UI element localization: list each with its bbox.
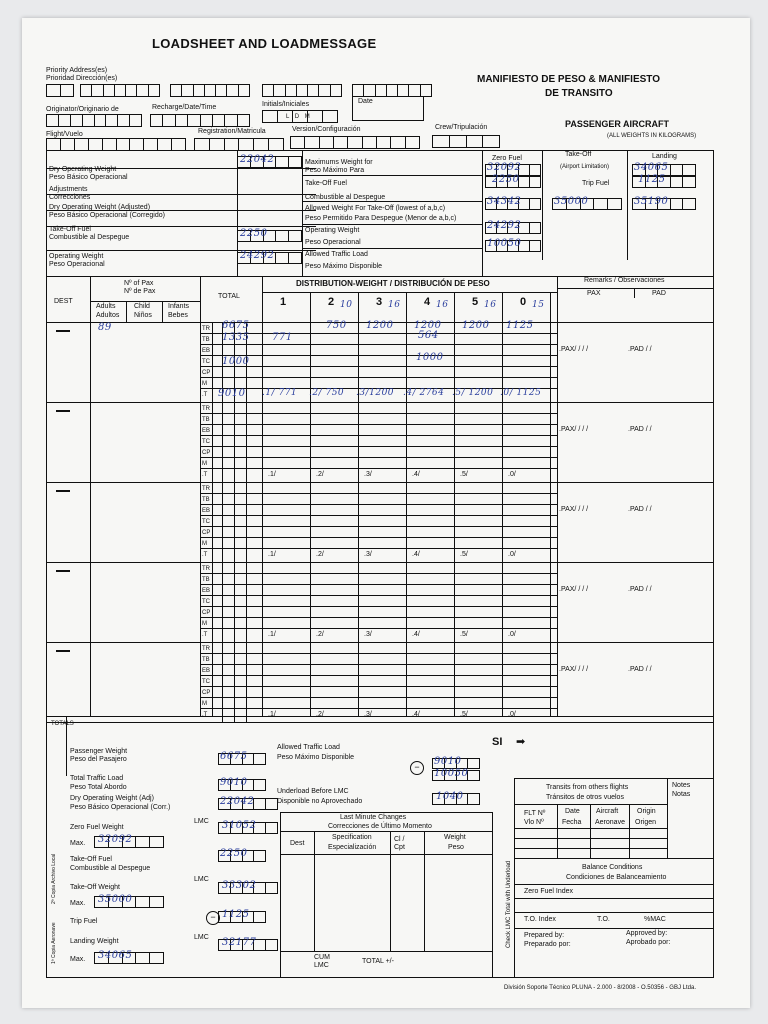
row-code: TC — [202, 679, 210, 685]
ninos-header: Niños — [134, 312, 152, 319]
row1-tc: 1000 — [222, 356, 250, 367]
zero-fuel-header: Zero Fuel — [492, 155, 522, 162]
allowed-label-en: Allowed Weight For Take-Off (lowest of a,b,c) — [305, 205, 446, 212]
allowed-label-es: Peso Permitido Para Despegue (Menor de a,b,c) — [305, 215, 457, 222]
op-weight-label-es: Peso Operacional — [49, 261, 105, 268]
atl-value: 10050 — [487, 238, 522, 249]
zf-max-value: 32092 — [487, 162, 522, 173]
ldg-sum-value: 35190 — [634, 196, 669, 207]
row1-hold5: 1200 — [462, 320, 490, 331]
hold-total-mark: .4/ — [412, 631, 420, 638]
adjustments-label-es: Correcciones — [49, 194, 91, 201]
originator-field[interactable] — [46, 114, 142, 127]
row-code: TR — [202, 406, 210, 412]
row-code: EB — [202, 508, 211, 514]
row-code: CP — [202, 530, 211, 536]
zero-fuel-weight-label: Zero Fuel Weight — [70, 824, 124, 831]
dry-adj-label-es: Peso Básico Operacional (Corregido) — [49, 212, 165, 219]
initials-label: Initials/Iniciales — [262, 101, 310, 108]
originator-label: Originator/Originario de — [46, 106, 119, 113]
lmc-espec-header: Especialización — [328, 844, 377, 851]
hold-4-sub: 16 — [484, 300, 497, 310]
landing-weight-label: Landing Weight — [70, 938, 119, 945]
max-to-label: Max. — [70, 900, 86, 907]
address-field-1[interactable] — [80, 84, 160, 97]
row-code: M — [202, 701, 207, 707]
atl-minus-value: 9010 — [434, 756, 462, 767]
hold-4-header: 5 — [472, 296, 479, 308]
transit-title-es: Tránsitos de otros vuelos — [546, 794, 624, 801]
pax-slash-row: .PAX/ / / / — [559, 666, 589, 673]
hold-0-header: 1 — [280, 296, 287, 308]
row1-hold0: 1125 — [506, 320, 534, 331]
row1-t1: .1/ 771 — [262, 388, 298, 398]
adjustments-label-en: Adjustments — [49, 186, 88, 193]
hold-total-mark: .2/ — [316, 471, 324, 478]
address-field-3[interactable] — [262, 84, 342, 97]
hold-total-mark: .3/ — [364, 711, 372, 718]
landing-weight-value: 32177 — [222, 937, 257, 948]
sum-value: 34342 — [487, 196, 522, 207]
op-weight-value: 24292 — [240, 250, 275, 261]
zero-fuel-value: 31052 — [222, 820, 257, 831]
row-code: TR — [202, 646, 210, 652]
takeoff-fuel-value: 2250 — [240, 228, 268, 239]
flt-header: FLT Nº — [524, 810, 546, 817]
allowed-traffic-es: Peso Máximo Disponible — [277, 754, 355, 761]
atl-val-value: 10050 — [434, 768, 469, 779]
max-zf-value: 32092 — [98, 834, 133, 845]
priority-field[interactable] — [46, 84, 74, 97]
passenger-weight-es: Peso del Pasajero — [70, 756, 127, 763]
trip-fuel-header: Trip Fuel — [582, 180, 610, 187]
row-code: TR — [202, 486, 210, 492]
zfi-label: Zero Fuel Index — [524, 888, 574, 895]
dest-dash — [56, 570, 70, 572]
row1-tb-hold1: 771 — [272, 332, 293, 343]
row-code: TB — [202, 657, 210, 663]
recharge-label: Recharge/Date/Time — [152, 104, 217, 111]
hold-total-mark: .3/ — [364, 631, 372, 638]
pad-slash-row: .PAD / / — [628, 426, 652, 433]
row-code: CP — [202, 370, 211, 376]
row1-t3: .3/1200 — [356, 388, 395, 398]
si-label: SI — [492, 736, 503, 748]
row1-hold2: 750 — [326, 320, 347, 331]
totals-dry-adj-es: Peso Básico Operacional (Corr.) — [70, 804, 171, 811]
lmc-clcpt-header: Cl / Cpt — [394, 836, 405, 851]
copia1-vertical: 1ª Copia Aeronave — [51, 922, 57, 964]
total-traffic-en: Total Traffic Load — [70, 775, 124, 782]
to-label: T.O. — [597, 916, 610, 923]
pax-slash-row: .PAX/ / / / — [559, 426, 589, 433]
vlo-header: Vlo Nº — [524, 819, 544, 826]
hold-total-mark: .0/ — [508, 711, 516, 718]
passenger-aircraft-label: PASSENGER AIRCRAFT — [565, 119, 670, 129]
date-field[interactable] — [352, 96, 424, 121]
row1-t5: .5/ 1200 — [452, 388, 494, 398]
minus-circle-icon: − — [410, 761, 424, 775]
landing-header: Landing — [652, 153, 677, 160]
tof-label-es: Combustible al Despegue — [305, 194, 386, 201]
flight-label: Flight/Vuelo — [46, 131, 83, 138]
row-code: EB — [202, 668, 211, 674]
approved-es: Aprobado por: — [626, 939, 671, 946]
hold-total-mark: .0/ — [508, 631, 516, 638]
balance-en: Balance Conditions — [582, 864, 643, 871]
atl-label-es: Peso Máximo Disponible — [305, 263, 383, 270]
hold-total-mark: .5/ — [460, 631, 468, 638]
underload-es: Disponible no Aprovechado — [277, 798, 363, 805]
si-arrow-icon: ➡ — [516, 736, 526, 748]
lmc-title-es: Correcciones de Último Momento — [328, 823, 432, 830]
pad-slash-row: .PAD / / — [628, 586, 652, 593]
takeoff-fuel-label-es: Combustible al Despegue — [49, 234, 130, 241]
max-ldg-label: Max. — [70, 956, 86, 963]
pad-slash-row: .PAD / / — [628, 346, 652, 353]
row1-hold4: 1200 — [414, 320, 442, 331]
row1-t0: .0/ 1125 — [500, 388, 542, 398]
row-code: TC — [202, 439, 210, 445]
hold-1-sub: 10 — [340, 300, 353, 310]
max-zf-label: Max. — [70, 840, 86, 847]
row-code: CP — [202, 610, 211, 616]
version-field[interactable] — [290, 136, 420, 149]
underload-value: 1040 — [436, 791, 464, 802]
hold-total-mark: .4/ — [412, 471, 420, 478]
footer-text: División Soporte Técnico PLUNA - 2.000 - 8/2008 - O.50356 - GBJ Ltda. — [504, 985, 696, 991]
dry-op-label-en: Dry Operating Weight — [49, 166, 117, 173]
total-header: TOTAL — [218, 293, 240, 300]
allowed-traffic-en: Allowed Traffic Load — [277, 744, 340, 751]
hold-total-mark: .2/ — [316, 551, 324, 558]
crew-field[interactable] — [432, 135, 500, 148]
pax-slash-row: .PAX/ / / / — [559, 586, 589, 593]
hold-2-sub: 16 — [388, 300, 401, 310]
row-code: TC — [202, 599, 210, 605]
max-ldg-value: 34065 — [98, 950, 133, 961]
totals-tof-en: Take-Off Fuel — [70, 856, 112, 863]
hold-total-mark: .1/ — [268, 711, 276, 718]
check-lmc-vertical: Check LMC Total with Underload — [506, 860, 512, 948]
totals-tof-es: Combustible al Despegue — [70, 865, 151, 872]
row-code: TR — [202, 326, 210, 332]
row-code-total: .T — [202, 392, 208, 398]
row-code: CP — [202, 450, 211, 456]
take-off-header: Take-Off — [565, 151, 592, 158]
fecha-header: Fecha — [562, 819, 582, 826]
origin-header: Origin — [637, 808, 656, 815]
aeronave-header: Aeronave — [595, 819, 625, 826]
hold-3-header: 4 — [424, 296, 431, 308]
row-code: TC — [202, 359, 210, 365]
form-title: LOADSHEET AND LOADMESSAGE — [152, 36, 377, 51]
hold-total-mark: .0/ — [508, 471, 516, 478]
hold-total-mark: .2/ — [316, 631, 324, 638]
version-label: Version/Configuración — [292, 126, 361, 133]
hold-total-mark: .3/ — [364, 471, 372, 478]
nr-pax-header: Nº of Pax — [124, 280, 154, 287]
dry-op-value: 22042 — [240, 154, 275, 165]
aircraft-header: Aircraft — [596, 808, 619, 815]
row-code: EB — [202, 588, 211, 594]
takeoff-weight-value: 33302 — [222, 880, 257, 891]
pax-slash-row: .PAX/ / / / — [559, 346, 589, 353]
row1-hold3: 1200 — [366, 320, 394, 331]
hold-total-mark: .3/ — [364, 551, 372, 558]
dest-dash — [56, 330, 70, 332]
approved-en: Approved by: — [626, 930, 668, 937]
prepared-es: Preparado por: — [524, 941, 571, 948]
row-code: TR — [202, 566, 210, 572]
hold-total-mark: .0/ — [508, 551, 516, 558]
totals-trip-fuel-label: Trip Fuel — [70, 918, 98, 925]
passenger-weight-value: 6675 — [220, 751, 248, 762]
row-code: TC — [202, 519, 210, 525]
row-code: EB — [202, 428, 211, 434]
row1-t4: .4/ 2764 — [403, 388, 445, 398]
distribution-header: DISTRIBUTION-WEIGHT / DISTRIBUCIÓN DE PESO — [296, 279, 490, 288]
hold-5-sub: 15 — [532, 300, 545, 310]
row-code-total: .T — [202, 472, 208, 478]
hold-total-mark: .4/ — [412, 551, 420, 558]
totals-tof-value: 2250 — [220, 848, 248, 859]
row1-hold4b: 564 — [418, 330, 439, 341]
to-value: 35000 — [554, 196, 589, 207]
prepared-en: Prepared by: — [524, 932, 565, 939]
row-code: TB — [202, 417, 210, 423]
adults-header: Adults — [96, 303, 116, 310]
date-header: Date — [565, 808, 580, 815]
opw-sub-value: 24292 — [487, 220, 522, 231]
max-to-value: 35000 — [98, 894, 133, 905]
row-code: TB — [202, 497, 210, 503]
tof-value: 2250 — [492, 174, 520, 185]
child-header: Child — [134, 303, 150, 310]
hold-total-mark: .5/ — [460, 711, 468, 718]
opw-label-en: Operating Weight — [305, 227, 360, 234]
loadsheet-form — [22, 18, 750, 1008]
remarks-pad: PAD — [652, 290, 666, 297]
max-weight-label-en: Maximums Weight for — [305, 159, 373, 166]
remarks-pax: PAX — [587, 290, 601, 297]
hold-total-mark: .2/ — [316, 711, 324, 718]
nr-pax-header-es: Nº de Pax — [124, 288, 156, 295]
row1-hold4c: 1000 — [416, 352, 444, 363]
totals-dry-adj-value: 22042 — [220, 796, 255, 807]
takeoff-weight-label: Take-Off Weight — [70, 884, 120, 891]
dry-adj-label-en: Dry Operating Weight (Adjusted) — [49, 204, 151, 211]
takeoff-fuel-label-en: Take-Off Fuel — [49, 226, 91, 233]
total-traffic-es: Peso Total Abordo — [70, 784, 127, 791]
dest-dash — [56, 410, 70, 412]
address-field-2[interactable] — [170, 84, 250, 97]
pad-slash-row: .PAD / / — [628, 666, 652, 673]
date-label: Date — [358, 98, 373, 105]
row-code: M — [202, 381, 207, 387]
totals-vertical-label: TOTALS — [51, 721, 74, 727]
underload-en: Underload Before LMC — [277, 788, 349, 795]
manifest-title-2: DE TRANSITO — [545, 88, 613, 99]
hold-total-mark: .1/ — [268, 471, 276, 478]
row-code: M — [202, 541, 207, 547]
hold-total-mark: .1/ — [268, 551, 276, 558]
op-weight-label-en: Operating Weight — [49, 253, 104, 260]
infants-header: Infants — [168, 303, 190, 310]
opw-label-es: Peso Operacional — [305, 239, 361, 246]
notes-es: Notas — [672, 791, 691, 798]
lmc-dest-header: Dest — [290, 840, 305, 847]
adultos-header: Adultos — [96, 312, 120, 319]
hold-1-header: 2 — [328, 296, 335, 308]
registration-label: Registration/Matricula — [198, 128, 266, 135]
passenger-weight-en: Passenger Weight — [70, 748, 128, 755]
max-weight-label-es: Peso Máximo Para — [305, 167, 365, 174]
crew-label: Crew/Tripulación — [435, 124, 488, 131]
hold-total-mark: .1/ — [268, 631, 276, 638]
row1-t2: .2/ 750 — [309, 388, 345, 398]
copia2-vertical: 2ª Copia Archivo Local — [51, 853, 57, 904]
to-index-label: T.O. Index — [524, 916, 556, 923]
totals-trip-value: 1125 — [222, 909, 250, 920]
ldm-code: L D M — [286, 114, 312, 120]
total-traffic-value: 9010 — [220, 777, 248, 788]
row-code: M — [202, 621, 207, 627]
pad-slash-row: .PAD / / — [628, 506, 652, 513]
row-code: TB — [202, 577, 210, 583]
all-weights-label: (ALL WEIGHTS IN KILOGRAMS) — [607, 133, 697, 139]
landing-value: 34065 — [634, 162, 669, 173]
lmc-spec-header: Specification — [332, 834, 372, 841]
row1-tr: 6675 — [222, 320, 250, 331]
row1-total: 9010 — [218, 388, 246, 399]
remarks-header: Remarks / Observaciones — [584, 277, 665, 284]
row1-adults: 89 — [98, 322, 112, 333]
hold-total-mark: .4/ — [412, 711, 420, 718]
hold-2-header: 3 — [376, 296, 383, 308]
pax-slash-row: .PAX/ / / / — [559, 506, 589, 513]
mac-label: %MAC — [644, 916, 666, 923]
origen-header: Origen — [635, 819, 657, 826]
row-code: CP — [202, 690, 211, 696]
totals-dry-adj-en: Dry Operating Weight (Adj) — [70, 795, 154, 802]
lmc-label-1: LMC — [194, 818, 209, 825]
row-code-total: .T — [202, 552, 208, 558]
hold-total-mark: .5/ — [460, 551, 468, 558]
dest-dash — [56, 650, 70, 652]
total-pm-label: TOTAL +/- — [362, 958, 394, 965]
hold-3-sub: 16 — [436, 300, 449, 310]
hold-5-header: 0 — [520, 296, 527, 308]
transit-title-en: Transits from others flights — [546, 784, 629, 791]
lmc-label-3: LMC — [194, 934, 209, 941]
lmc-title-en: Last Minute Changes — [340, 814, 407, 821]
balance-es: Condiciones de Balanceamiento — [566, 874, 667, 881]
row-code: TB — [202, 337, 210, 343]
row-code: M — [202, 461, 207, 467]
row-code: EB — [202, 348, 211, 354]
minus-circle-icon: − — [206, 911, 220, 925]
notes-en: Notes — [672, 782, 691, 789]
prioridad-label: Prioridad Dirección(es) — [46, 75, 118, 82]
hold-total-mark: .5/ — [460, 471, 468, 478]
row-code-total: .T — [202, 632, 208, 638]
recharge-field[interactable] — [150, 114, 250, 127]
tof-label-en: Take-Off Fuel — [305, 180, 347, 187]
lmc-weight-header: Weight — [444, 834, 466, 841]
manifest-title-1: MANIFIESTO DE PESO & MANIFIESTO — [477, 74, 660, 85]
row1-tb: 1335 — [222, 332, 250, 343]
lmc-peso-header: Peso — [448, 844, 464, 851]
row-code-total: .T — [202, 712, 208, 718]
atl-label-en: Allowed Traffic Load — [305, 251, 368, 258]
airport-limit-label: (Airport Limitation) — [560, 164, 610, 170]
cum-lmc-label: CUM LMC — [314, 954, 330, 969]
priority-label: Priority Address(es) — [46, 67, 108, 74]
dest-header: DEST — [54, 298, 73, 305]
bebes-header: Bebes — [168, 312, 188, 319]
dry-op-label-es: Peso Básico Operacional — [49, 174, 128, 181]
lmc-label-2: LMC — [194, 876, 209, 883]
trip-fuel-value: 1125 — [638, 174, 666, 185]
dest-dash — [56, 490, 70, 492]
